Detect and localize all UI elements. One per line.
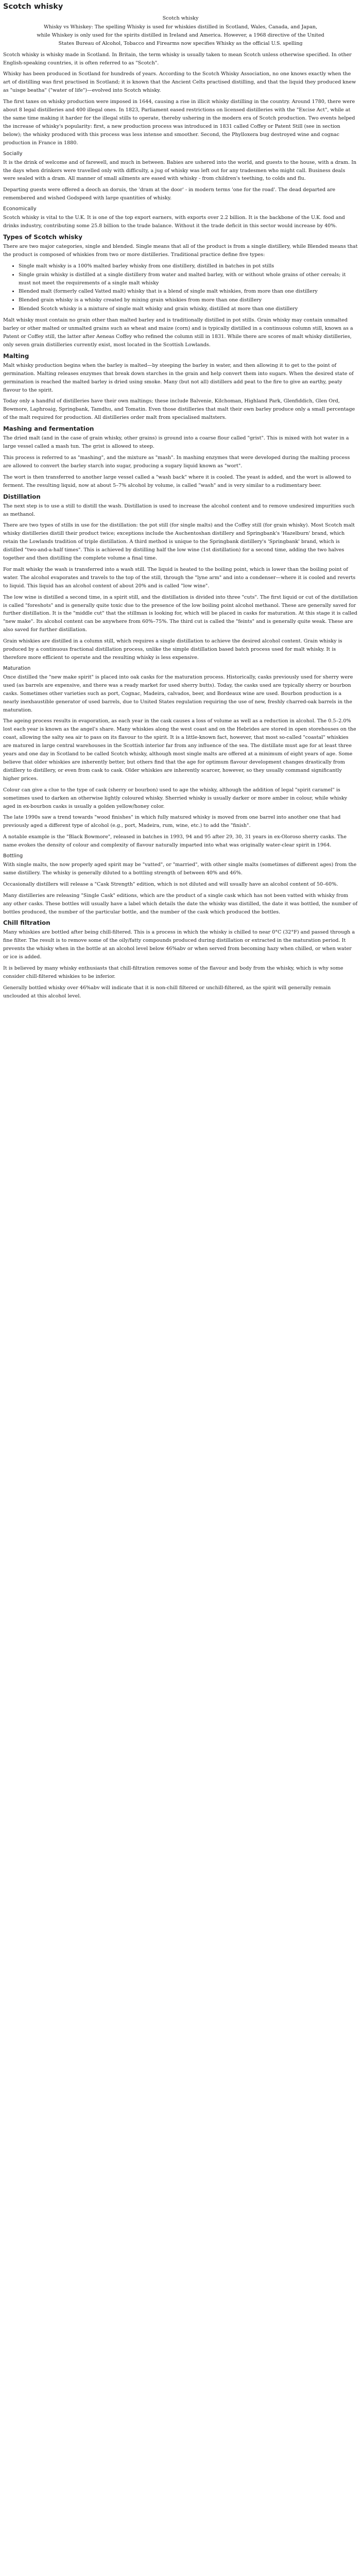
paragraph: A notable example is the "Black Bowmore", released in batches in 1993, 94 and 95 after 29, 30, 31 years in ex-Oloroso sherry casks. The name evokes the density of colour and complexity of flavour naturally imparted into what was originally water-clear spirit in 1964. <box>3 834 347 849</box>
paragraph: This process is referred to as "mashing", and the mixture as "mash". In mashing enzymes that were developed during the malting process are allowed to convert the barley starch into sugar, producing a sugary liquid known as "wort". <box>3 454 350 469</box>
paragraph: It is believed by many whisky enthusiasts that chill-filtration removes some of the flavour and body from the whisky, which is why some consider chill-filtered whiskies to be inferior. <box>3 965 343 979</box>
bottling-section <box>3 853 358 916</box>
paragraph: Many whiskies are bottled after being chill-filtered. This is a process in which the whisky is chilled to near 0°C (32°F) and passed through a fine filter. The result is to remove some of the oily/fatty compounds produced during distillation or extracted in the maturation period. It prevents the whisky when in the bottle at an alcohol level below 46%abv or when served from becoming hazy when chilled, or when water or ice is added. <box>3 929 355 960</box>
infobox-text: Whisky vs Whiskey: The spelling Whisky is used for whiskies distilled in Scotland, Wales, Canada, and Japan, while Whiskey is only used for the spirits distilled in Ireland and America. However, a 1968 directive of the United States Bureau of Alcohol, Tobacco and Firearms now specifies Whisky as the official U.S. spelling <box>37 24 324 46</box>
paragraph: For malt whisky the wash is transferred into a wash still. The liquid is heated to the boiling point, which is lower than the boiling point of water. The alcohol evaporates and travels to the top of the still, through the "lyne arm" and into a condenser—where it is cooled and reverts to liquid. This liquid has an alcohol content of about 20% and is called "low wine". <box>3 566 356 589</box>
subsection-heading: Economically <box>3 206 37 212</box>
paragraph: Today only a handful of distilleries have their own maltings; these include Balvenie, Kilchoman, Highland Park, Glenfiddich, Glen Ord, Bowmore, Laphroaig, Springbank, Tamdhu, and Tomatin. Even those distilleries that malt their own barley produce only a small percentage of the malt required for production. All distilleries order malt from specialised maltsters. <box>3 398 355 421</box>
page-title: Scotch whisky <box>3 3 63 11</box>
section-heading: Distillation <box>3 493 41 500</box>
paragraph: There are two major categories, single and blended. Single means that all of the product is from a single distillery, while Blended means that the product is composed of whiskies from two or more distilleries. Traditional practice define five types: <box>3 243 358 258</box>
infobox <box>37 14 325 48</box>
paragraph: Grain whiskies are distilled in a column still, which requires a single distillation to achieve the desired alcohol content. Grain whisky is produced by a continuous fractional distillation process, unlike the simple distillation based batch process used for malt whisky. It is therefore more efficient to operate and the resulting whisky is less expensive. <box>3 638 342 660</box>
paragraph: Colour can give a clue to the type of cask (sherry or bourbon) used to age the whisky, although the addition of legal "spirit caramel" is sometimes used to darken an otherwise lightly coloured whisky. Sherried whisky is usually darker or more amber in colour, while whisky aged in ex-bourbon casks is usually a golden yellow/honey color. <box>3 787 348 809</box>
list-item: • Blended grain whisky is a whisky created by mixing grain whiskies from more than one distillery <box>19 296 358 304</box>
section-heading: Mashing and fermentation <box>3 425 94 433</box>
intro-paragraph: Scotch whisky is whisky made in Scotland. In Britain, the term whisky is usually taken to mean Scotch unless otherwise specified. In other English-speaking countries, it is often referred to as "Scotch". <box>3 52 352 66</box>
infobox-caption: Scotch whisky <box>162 15 199 21</box>
economically-section <box>3 206 358 230</box>
paragraph: With single malts, the now properly aged spirit may be "vatted", or "married", with other single malts (sometimes of different ages) from the same distillery. The whisky is generally diluted to a bottling strength of between 40% and 46%. <box>3 862 357 876</box>
paragraph: Generally bottled whisky over 46%abv will indicate that it is non-chill filtered or unchill-filtered, as the spirit will generally remain unclouded at this alcohol level. <box>3 985 331 999</box>
intro-paragraph: The first taxes on whisky production were imposed in 1644, causing a rise in illicit whisky distilling in the country. Around 1780, there were about 8 legal distilleries and 400 illegal ones. In 1823, Parliament eased restrictions on licensed distilleries with the "Excise Act", while at the same time making it harder for the illegal stills to operate, thereby ushering in the modern era of Scotch production. Two events helped the increase of whisky's popularity: first, a new production process was introduced in 1831 called Coffey or Patent Still (see in section below); the whisky produced with this process was less intense and smoother. Second, the Phylloxera bug destroyed wine and cognac production in France in 1880. <box>3 99 355 146</box>
paragraph: The wort is then transferred to another large vessel called a "wash back" where it is cooled. The yeast is added, and the wort is allowed to ferment. The resulting liquid, now at about 5–7% alcohol by volume, is called "wash" and is very similar to a rudimentary beer. <box>3 474 351 488</box>
paragraph: The next step is to use a still to distill the wash. Distillation is used to increase the alcohol content and to remove undesired impurities such as methanol. <box>3 503 355 517</box>
chill-filtration-section <box>3 919 358 1000</box>
paragraph: Once distilled the "new make spirit" is placed into oak casks for the maturation process. Historically, casks previously used for sherry were used (as barrels are expensive, and there was a ready market for used sherry butts). Today, the casks used are typically sherry or bourbon casks. Sometimes other varieties such as port, Cognac, Madeira, calvados, beer, and Bordeaux wine are used. Bourbon production is a nearly inexhaustible generator of used barrels, due to United States regulation requiring the use of new, freshly charred-oak barrels in the maturation. <box>3 674 353 713</box>
types-section <box>3 233 358 349</box>
paragraph: Malt whisky must contain no grain other than malted barley and is traditionally distilled in pot stills. Grain whisky may contain unmalted barley or other malted or unmalted grains such as wheat and maize (corn) and is typically distilled in a continuous column still, known as a Patent or Coffey still, the latter after Aeneas Coffey who refined the column still in 1831. While there are scores of malt whisky distilleries, only seven grain distilleries currently exist, most located in the Scottish Lowlands. <box>3 317 353 348</box>
paragraph: The late 1990s saw a trend towards "wood finishes" in which fully matured whisky is moved from one barrel into another one that had previously aged a different type of alcohol (e.g., port, Madeira, rum, wine, etc.) to add the "finish". <box>3 815 341 829</box>
list-item: • Blended malt (formerly called Vatted malt) whisky that is a blend of single malt whiskies, from more than one distillery <box>19 287 358 296</box>
subsection-heading: Maturation <box>3 665 31 671</box>
mashing-section <box>3 425 358 489</box>
subsection-heading: Bottling <box>3 853 23 859</box>
paragraph: It is the drink of welcome and of farewell, and much in between. Babies are ushered into the world, and guests to the house, with a dram. In the days when drinkers were travelled only with difficulty, a jug of whisky was left out for any tradesmen who might call. Business deals were sealed with a dram. All manner of small ailments are eased with whisky - from children's teething, to colds and flu. <box>3 159 357 182</box>
paragraph: Many distilleries are releasing "Single Cask" editions, which are the product of a single cask which has not been vatted with whisky from any other casks. These bottles will usually have a label which details the date the whisky was distilled, the date it was bottled, the number of bottles produced, the number of the particular bottle, and the number of the cask which produced the bottles. <box>3 892 358 915</box>
types-list <box>3 262 358 313</box>
maturation-section <box>3 665 358 850</box>
section-heading: Types of Scotch whisky <box>3 233 82 241</box>
paragraph: The dried malt (and in the case of grain whisky, other grains) is ground into a coarse flour called "grist". This is mixed with hot water in a large vessel called a mash tun. The grist is allowed to steep. <box>3 435 349 450</box>
list-item: • Blended Scotch whisky is a mixture of single malt whisky and grain whisky, distilled at more than one distillery <box>19 305 358 313</box>
distillation-section <box>3 493 358 662</box>
paragraph: Scotch whisky is vital to the U.K. It is one of the top export earners, with exports over 2.2 billion. It is the backbone of the U.K. food and drinks industry, contributing some 25.8 billion to the trade balance. Without it the trade deficit in this sector would increase by 40%. <box>3 215 345 229</box>
article <box>0 0 361 1001</box>
malting-section <box>3 352 358 422</box>
subsection-heading: Socially <box>3 150 23 157</box>
paragraph: Departing guests were offered a deoch an doruis, the 'dram at the door' - in modern terms 'one for the road'. The dead departed are remembered and wished Godspeed with large quantities of whisky. <box>3 187 336 201</box>
paragraph: Occasionally distillers will release a "Cask Strength" edition, which is not diluted and will usually have an alcohol content of 50–60%. <box>3 881 338 887</box>
intro-paragraph: Whisky has been produced in Scotland for hundreds of years. According to the Scotch Whisky Association, no one knows exactly when the art of distilling was first practised in Scotland; it is known that the Ancient Celts practised distilling, and that the liquid they produced knew as "uisge beatha" ("water of life")—evolved into Scotch whisky. <box>3 71 356 94</box>
list-item: • Single grain whisky is distilled at a single distillery from water and malted barley, with or without whole grains of other cereals; it must not meet the requirements of a single malt whisky <box>19 271 358 287</box>
socially-section <box>3 150 358 203</box>
paragraph: There are two types of stills in use for the distillation: the pot still (for single malts) and the Coffey still (for grain whisky). Most Scotch malt whisky distilleries distill their product twice; exceptions include the Auchentoshan distillery and Springbank's 'Hazelburn' brand, which retain the Lowlands tradition of triple distillation. A third method is unique to the Springbank distillery's 'Springbank' brand, which is distilled "two-and-a-half times". This is achieved by distilling half the low wine (1st distillation) for a second time, adding the two halves together and then distilling the complete volume a final time. <box>3 522 355 562</box>
paragraph: The ageing process results in evaporation, as each year in the cask causes a loss of volume as well as a reduction in alcohol. The 0.5–2.0% lost each year is known as the angel's share. Many whiskies along the west coast and on the Hebrides are stored in open storehouses on the coast, allowing the salty sea air to pass on its flavour to the spirit. It is a little-known fact, however, that most so-called "coastal" whiskies are matured in large central warehouses in the Scottish interior far from any influence of the sea. The distillate must age for at least three years and one day in Scotland to be called Scotch whisky, although most single malts are offered at a minimum of eight years of age. Some believe that older whiskies are inherently better, but others find that the age for optimum flavour development changes drastically from distillery to distillery, or even from cask to cask. Older whiskies are inherently scarcer, however, so they usually command significantly higher prices. <box>3 718 356 782</box>
intro-section <box>3 51 358 147</box>
section-heading: Malting <box>3 352 29 360</box>
section-heading: Chill filtration <box>3 919 50 927</box>
paragraph: Malt whisky production begins when the barley is malted—by steeping the barley in water, and then allowing it to get to the point of germination. Malting releases enzymes that break down starches in the grain and help convert them into sugars. When the desired state of germination is reached the malted barley is dried using smoke. Many (but not all) distillers add peat to the fire to give an earthy, peaty flavour to the spirit. <box>3 362 354 393</box>
list-item: • Single malt whisky is a 100% malted barley whisky from one distillery, distilled in batches in pot stills <box>19 262 358 270</box>
paragraph: The low wine is distilled a second time, in a spirit still, and the distillation is divided into three "cuts". The first liquid or cut of the distillation is called "foreshots" and is generally quite toxic due to the presence of the low boiling point alcohol methanol. These are generally saved for further distillation. It is the "middle cut" that the stillman is looking for, which will be placed in casks for maturation. At this stage it is called "new make". Its alcohol content can be anywhere from 60%–75%. The third cut is called the "feints" and is generally quite weak. These are also saved for further distillation. <box>3 594 358 633</box>
